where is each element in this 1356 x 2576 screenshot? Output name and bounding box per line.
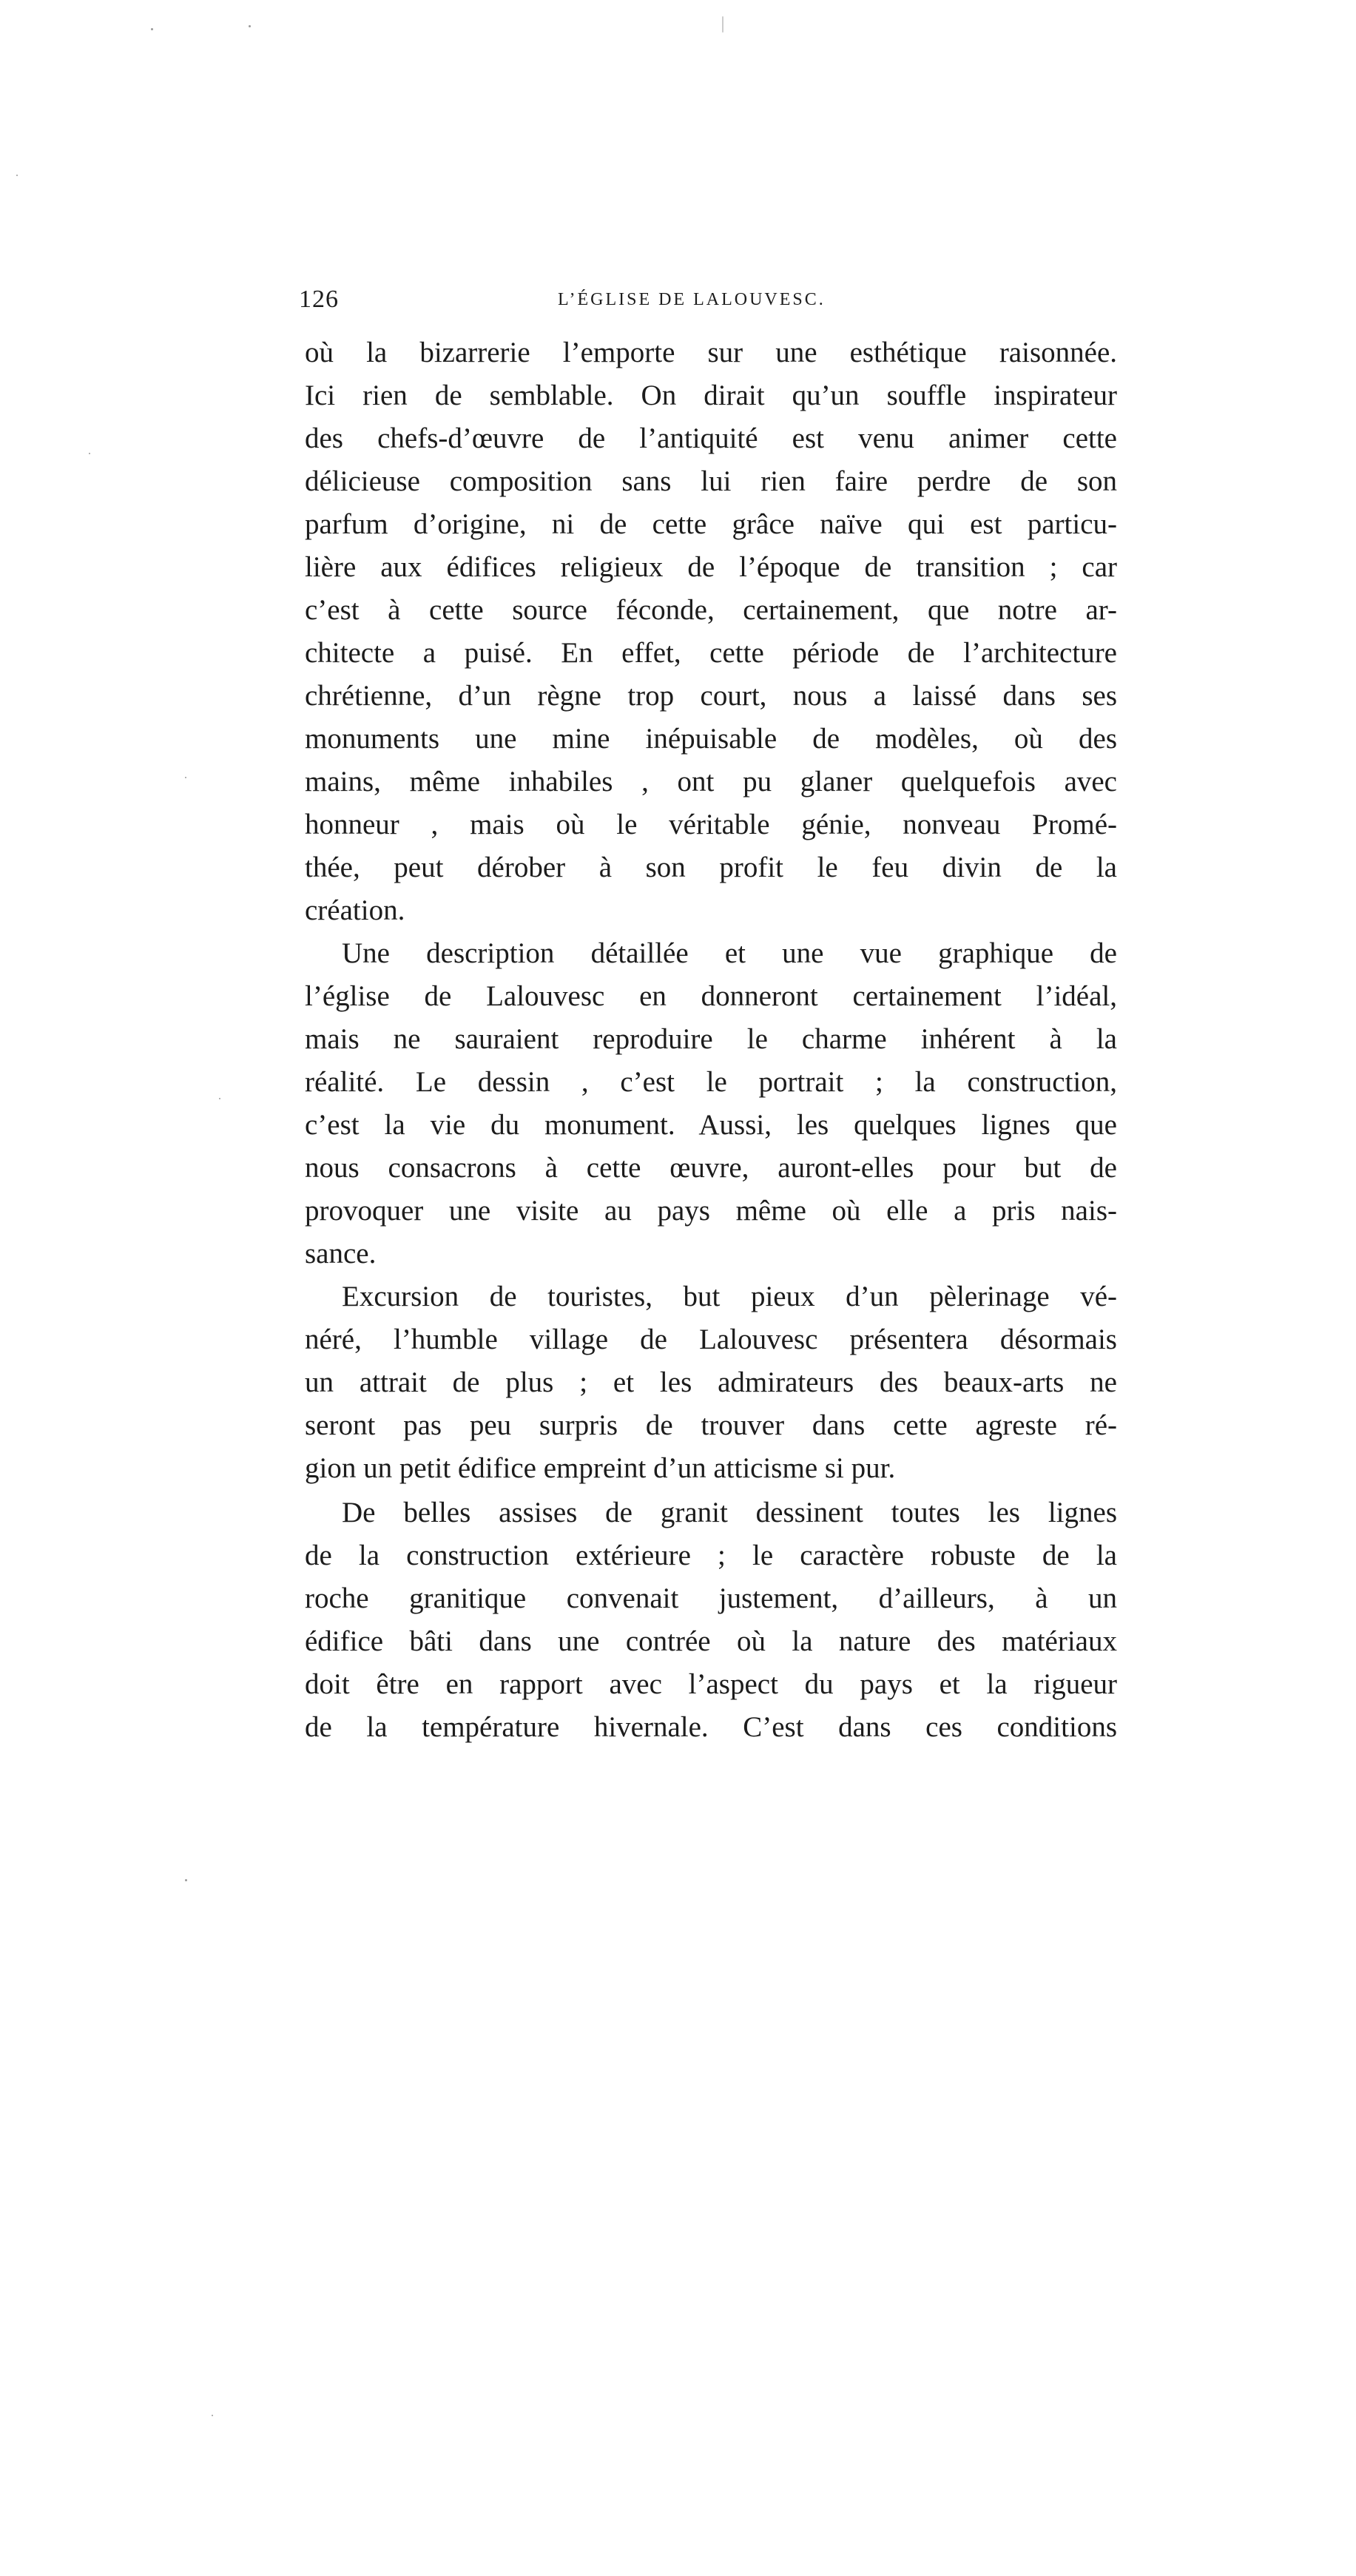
text-line: mains, même inhabiles , ont pu glaner quelquefois avec [305,766,1117,798]
text-line: thée, peut dérober à son profit le feu divin de la [305,852,1117,883]
text-line: des chefs-d’œuvre de l’antiquité est venu animer cette [305,422,1117,454]
text-line: De belles assises de granit dessinent toutes les lignes [342,1497,1117,1528]
page-header [299,286,1105,315]
text-line: honneur , mais où le véritable génie, nonveau Promé- [305,809,1117,840]
text-line: l’église de Lalouvesc en donneront certainement l’idéal, [305,980,1117,1012]
paper-speck [89,453,90,454]
paper-speck [185,1879,187,1881]
text-line: chrétienne, d’un règne trop court, nous a laissé dans ses [305,680,1117,712]
text-line: Ici rien de semblable. On dirait qu’un souffle inspirateur [305,380,1117,411]
text-line: chitecte a puisé. En effet, cette période de l’architecture [305,637,1117,669]
text-line: lière aux édifices religieux de l’époque de transition ; car [305,551,1117,583]
text-line: c’est à cette source féconde, certainement, que notre ar- [305,594,1117,626]
text-line: provoquer une visite au pays même où elle a pris nais- [305,1195,1117,1227]
text-line: réalité. Le dessin , c’est le portrait ; la construction, [305,1066,1117,1098]
paper-speck [185,777,186,778]
text-line: seront pas peu surpris de trouver dans cette agreste ré- [305,1409,1117,1441]
body-text [305,331,1117,1749]
text-line: création. [305,894,405,926]
text-line: où la bizarrerie l’emporte sur une esthétique raisonnée. [305,337,1117,368]
text-line: mais ne sauraient reproduire le charme inhérent à la [305,1023,1117,1055]
paper-speck [249,25,251,27]
paper-speck [219,1098,220,1099]
text-line: roche granitique convenait justement, d’ailleurs, à un [305,1582,1117,1614]
text-line: doit être en rapport avec l’aspect du pays et la rigueur [305,1668,1117,1700]
text-line: Excursion de touristes, but pieux d’un pèlerinage vé- [342,1281,1117,1312]
paper-speck [151,28,153,30]
text-line: c’est la vie du monument. Aussi, les quelques lignes que [305,1109,1117,1141]
page-number: 126 [299,286,339,313]
text-line: un attrait de plus ; et les admirateurs des beaux-arts ne [305,1366,1117,1398]
text-line: de la construction extérieure ; le caractère robuste de la [305,1540,1117,1571]
paper-speck [16,175,18,176]
paper-speck [722,16,723,33]
text-line: Une description détaillée et une vue graphique de [342,937,1117,969]
text-line: sance. [305,1238,377,1270]
text-line: monuments une mine inépuisable de modèles, où des [305,723,1117,755]
text-line: édifice bâti dans une contrée où la nature des matériaux [305,1625,1117,1657]
text-line: nous consacrons à cette œuvre, auront-elles pour but de [305,1152,1117,1184]
text-line: délicieuse composition sans lui rien faire perdre de son [305,465,1117,497]
text-line: gion un petit édifice empreint d’un atticisme si pur. [305,1452,896,1484]
text-line: parfum d’origine, ni de cette grâce naïve qui est particu- [305,508,1117,540]
paper-speck [212,2415,213,2416]
text-line: de la température hivernale. C’est dans ces conditions [305,1711,1117,1743]
text-line: néré, l’humble village de Lalouvesc présentera désormais [305,1324,1117,1355]
running-title: L’ÉGLISE DE LALOUVESC. [558,290,826,309]
